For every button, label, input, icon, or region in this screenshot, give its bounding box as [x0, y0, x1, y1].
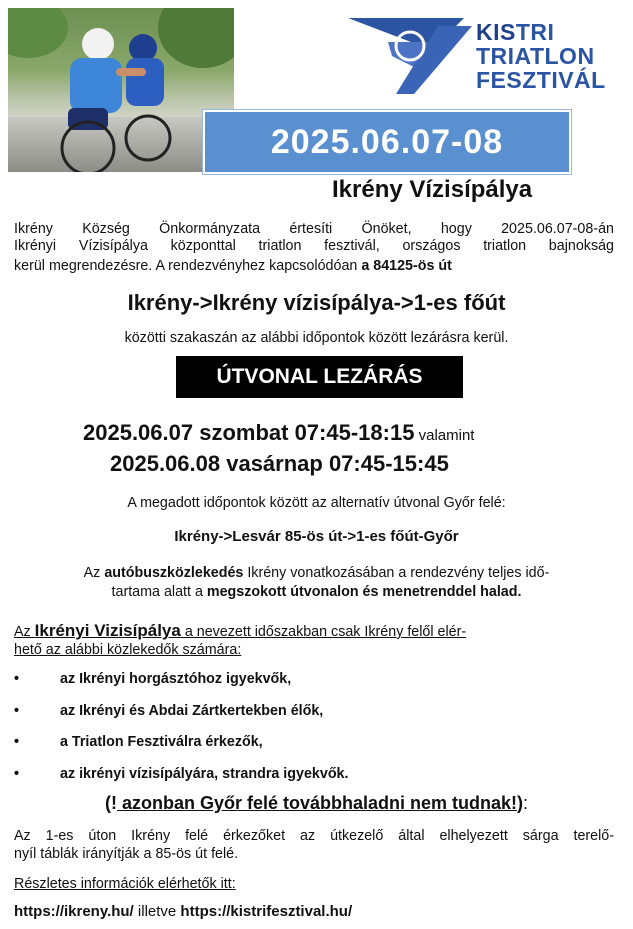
cyclists-photo — [8, 8, 234, 172]
warning-end: : — [523, 793, 529, 813]
access-text-2: hető az alábbi közlekedők számára: — [14, 642, 242, 658]
link-ikreny[interactable]: https://ikreny.hu/ — [14, 903, 134, 920]
day1-suffix: valamint — [414, 427, 475, 444]
access-text-a: Az — [14, 624, 35, 640]
warning-close: ) — [517, 793, 524, 813]
intro-line-2: Ikrényi Vízisípálya központtal triatlon fesztivál, országos triatlon bajnokság — [14, 238, 614, 254]
day1-time: 2025.06.07 szombat 07:45-18:15 — [83, 420, 415, 445]
bullet-icon: • — [14, 734, 20, 750]
closed-route: Ikrény->Ikrény vízisípálya->1-es főút — [127, 290, 506, 315]
closure-banner — [176, 356, 463, 398]
road-number: a 84125-ös út — [361, 258, 452, 274]
list-item — [14, 734, 614, 766]
access-line-2 — [14, 642, 614, 659]
closure-time-day1 — [83, 420, 474, 446]
list-item — [14, 703, 614, 735]
date-banner — [203, 110, 571, 174]
closure-time-day2: 2025.06.08 vasárnap 07:45-15:45 — [110, 451, 449, 476]
list-item-text: az Ikrényi horgásztóhoz igyekvők, — [60, 671, 292, 687]
bus-line-2 — [0, 584, 633, 601]
access-venue: Ikrényi Vizisípálya — [34, 621, 181, 640]
logo-tri: TRI — [515, 19, 555, 45]
bus-text-a: Az — [83, 565, 105, 581]
access-text-c: a nevezett időszakban csak Ikrény felől elér- — [180, 624, 467, 640]
intro-line-1: Ikrény Község Önkormányzata értesíti Önöket, hogy 2025.06.07-08-án — [14, 221, 614, 237]
intro-text: kerül megrendezésre. A rendezvényhez kapcsolódóan — [14, 258, 362, 274]
closure-title: ÚTVONAL LEZÁRÁS — [216, 365, 423, 388]
header — [0, 0, 633, 180]
info-label-text: Részletes információk elérhetők itt: — [14, 876, 236, 892]
warning-open: (! — [104, 793, 117, 813]
links-line — [14, 903, 624, 920]
kistri-logo-text — [476, 20, 606, 92]
detour-line-2: nyíl táblák irányítják a 85-ös út felé. — [14, 846, 239, 862]
warning-text: azonban Győr felé továbbhaladni nem tudnak! — [116, 793, 518, 813]
bus-line-1 — [0, 565, 633, 582]
list-item-text: az Ikrényi és Abdai Zártkertekben élők, — [60, 702, 324, 719]
link-kistrifesztival[interactable]: https://kistrifesztival.hu/ — [180, 903, 353, 920]
detour-line-1: Az 1-es úton Ikrény felé érkezőket az útkezelő által elhelyezett sárga terelő- — [14, 828, 614, 844]
list-item — [14, 671, 614, 703]
alt-route: Ikrény->Lesvár 85-ös út->1-es főút-Győr — [174, 528, 459, 545]
route-note: közötti szakaszán az alábbi időpontok között lezárásra kerül. — [124, 330, 509, 346]
bus-keyword-2: megszokott útvonalon és menetrenddel halad. — [206, 584, 522, 600]
bullet-icon: • — [14, 765, 20, 782]
warning-line — [0, 793, 633, 814]
links-between: illetve — [133, 903, 181, 920]
bus-keyword: autóbuszközlekedés — [104, 565, 244, 581]
logo-fesztival: FESZTIVÁL — [476, 67, 606, 93]
logo-kis: KIS — [476, 19, 516, 45]
date-range: 2025.06.07-08 — [270, 122, 504, 161]
cyclists-illustration — [8, 8, 234, 172]
bus-text-c: Ikrény vonatkozásában a rendezvény teljes idő- — [243, 565, 550, 581]
alt-route-note: A megadott időpontok között az alternatív útvonal Győr felé: — [127, 495, 506, 511]
intro-line-3 — [14, 258, 614, 275]
bullet-icon: • — [14, 702, 20, 719]
bullet-icon: • — [14, 671, 20, 687]
list-item-text: a Triatlon Fesztiválra érkezők, — [60, 734, 263, 750]
list-item-text: az ikrényi vízisípályára, strandra igyekvők. — [60, 765, 349, 782]
venue-title: Ikrény Vízisípálya — [332, 176, 533, 203]
bus-text-d: tartama alatt a — [111, 584, 207, 600]
info-label — [14, 876, 614, 893]
access-list — [14, 671, 614, 797]
access-line-1 — [14, 622, 614, 641]
logo-triatlon: TRIATLON — [476, 43, 595, 69]
